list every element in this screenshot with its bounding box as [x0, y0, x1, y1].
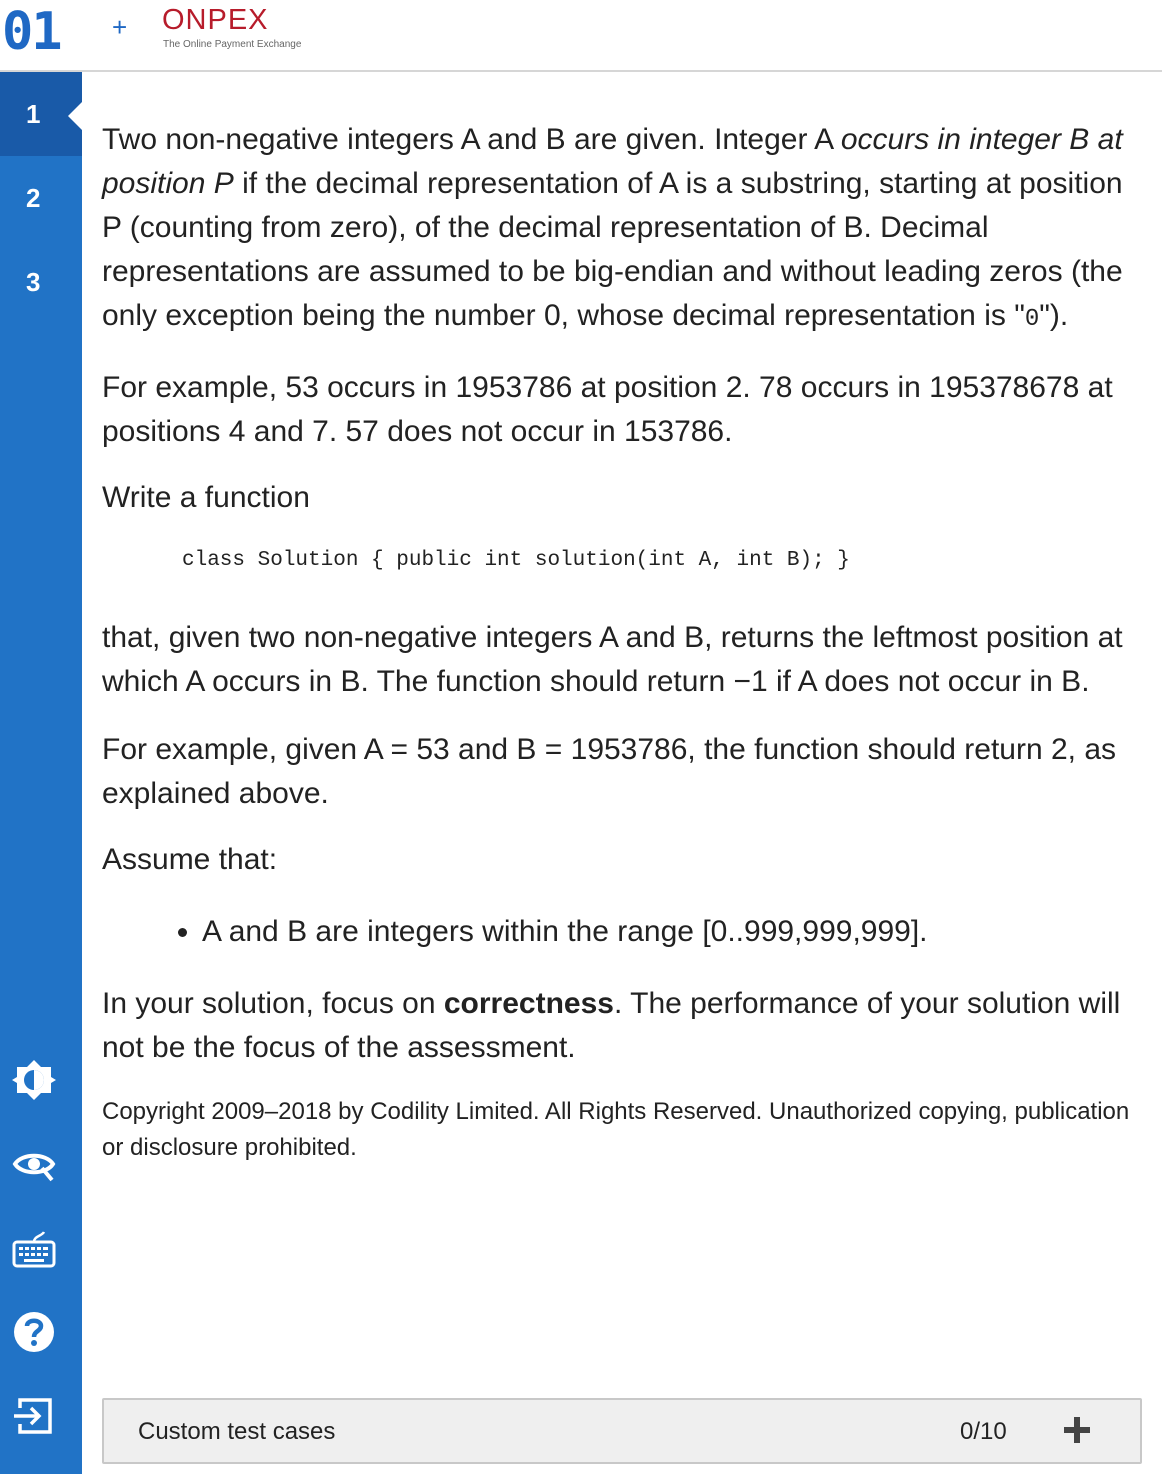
test-case-count: 0/10 — [960, 1418, 1007, 1445]
write-function-paragraph: Write a function — [102, 481, 310, 514]
text-span: "). — [1039, 299, 1069, 332]
function-signature: class Solution { public int solution(int A, int B); } — [182, 549, 850, 572]
left-sidebar — [0, 72, 82, 1474]
returns-paragraph: that, given two non-negative integers A and B, returns the leftmost position at which A occurs in B. The function should return −1 if A does not occur in B. — [102, 621, 1123, 698]
task-tab-label: 3 — [26, 267, 41, 297]
task-tab-1[interactable] — [0, 72, 82, 156]
codility-logo: 01 — [2, 2, 61, 62]
text-span: In your solution, focus on — [102, 987, 444, 1020]
custom-test-cases-bar[interactable] — [102, 1398, 1142, 1464]
text-span: Two non-negative integers A and B are given. Integer A — [102, 123, 841, 156]
task-tab-label: 2 — [26, 183, 41, 213]
keyboard-icon[interactable] — [12, 1228, 56, 1272]
help-icon[interactable] — [12, 1310, 56, 1354]
eye-icon[interactable] — [12, 1142, 56, 1186]
plus-icon[interactable] — [1062, 1414, 1092, 1446]
text-span: if the decimal representation of A is a substring, starting at position P (counting from zero), of the decimal representation of B. Decimal representations are assumed to be big-endian and without leading zeros (the only exception being the number 0, whose decimal representation is " — [102, 167, 1123, 332]
custom-test-cases-label: Custom test cases — [138, 1418, 336, 1445]
top-header — [0, 0, 1162, 72]
onpex-tagline: The Online Payment Exchange — [163, 39, 302, 50]
task-tab-3[interactable] — [0, 240, 82, 324]
example-paragraph: For example, 53 occurs in 1953786 at position 2. 78 occurs in 195378678 at positions 4 and 7. 57 does not occur in 153786. — [102, 371, 1113, 448]
onpex-wordmark: ONPEX — [162, 4, 269, 36]
inline-code: 0 — [1024, 306, 1040, 333]
brightness-icon[interactable] — [12, 1058, 56, 1102]
assume-heading: Assume that: — [102, 843, 278, 876]
assumptions-list — [102, 910, 1142, 954]
task-description — [102, 118, 1142, 1166]
exit-icon[interactable] — [12, 1394, 56, 1438]
copyright-notice: Copyright 2009–2018 by Codility Limited. All Rights Reserved. Unauthorized copying, publication or disclosure prohibited. — [102, 1098, 1130, 1161]
example-return-paragraph: For example, given A = 53 and B = 1953786, the function should return 2, as explained above. — [102, 733, 1117, 810]
emphasis-text: occurs in integer B at position P — [102, 123, 1123, 200]
onpex-logo — [160, 6, 310, 52]
plus-separator: + — [112, 12, 128, 42]
task-tab-label: 1 — [26, 99, 41, 129]
list-item: • A and B are integers within the range [0..999,999,999]. — [202, 910, 1142, 954]
focus-paragraph — [102, 982, 1142, 1070]
task-tab-2[interactable] — [0, 156, 82, 240]
strong-text: correctness — [443, 987, 614, 1020]
description-paragraph — [102, 118, 1142, 342]
text-span: . The performance of your solution will not be the focus of the assessment. — [102, 987, 1121, 1064]
